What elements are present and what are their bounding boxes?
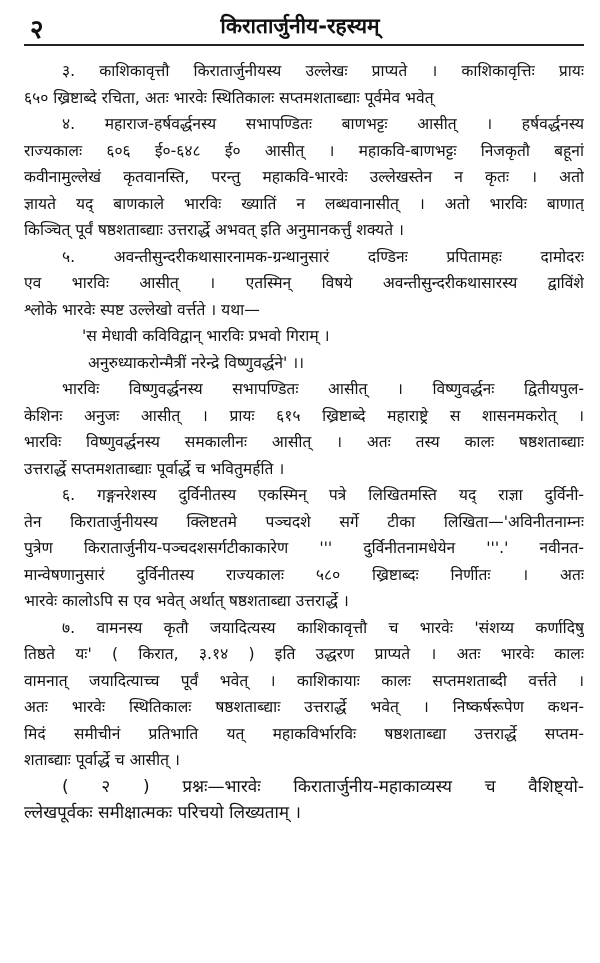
text-line: कवीनामुल्लेखं कृतवानस्ति, परन्तु महाकवि-भारवेः उल्लेखस्तेन न कृतः । अतो — [24, 168, 584, 186]
text-line: ६. गङ्गनरेशस्य दुर्विनीतस्य एकस्मिन् पत्रे लिखितमस्ति यद् राज्ञा दुर्विनी- — [62, 486, 584, 504]
question-line: ल्लेखपूर्वकः समीक्षात्मकः परिचयो लिख्यताम् । — [24, 803, 301, 823]
text-line: तिष्ठते यः' ( किरात, ३.१४ ) इति उद्धरण प्राप्यते । अतः भारवेः कालः — [24, 645, 584, 663]
text-line: एव भारविः आसीत् । एतस्मिन् विषये अवन्तीसुन्दरीकथासारस्य द्वाविंशे — [24, 274, 584, 292]
text-line: पुत्रेण किरातार्जुनीय-पञ्चदशसर्गटीकाकारेण ''' दुर्विनीतनामधेयेन '''.' नवीनत- — [24, 539, 584, 557]
page-number: २ — [30, 15, 44, 45]
text-line: राज्यकालः ६०६ ई०-६४८ ई० आसीत् । महाकवि-बाणभट्टः निजकृतौ बहूनां — [24, 141, 584, 160]
running-title: किरातार्जुनीय-रहस्यम् — [220, 14, 380, 38]
text-line: ज्ञायते यद् बाणकाले भारविः ख्यातिं न लब्धवानासीत् । अतो भारविः बाणात् — [24, 194, 584, 213]
text-line: किञ्चित् पूर्वं षष्ठशताब्द्याः उत्तरार्द्धे अभवत् इति अनुमानकर्त्तुं शक्यते । — [24, 221, 404, 239]
text-line: ७. वामनस्य कृतौ जयादित्यस्य काशिकावृत्तौ च भारवेः 'संशय्य कर्णादिषु — [62, 618, 584, 637]
header-rule — [24, 44, 584, 46]
text-line: मान्वेषणानुसारं दुर्विनीतस्य राज्यकालः ५८० ख्रिष्टाब्दः निर्णीतः । अतः — [24, 565, 584, 584]
text-line: ३. काशिकावृत्तौ किरातार्जुनीयस्य उल्लेखः प्राप्यते । काशिकावृत्तिः प्रायः — [62, 62, 584, 80]
text-line: तेन किरातार्जुनीयस्य क्लिष्टतमे पञ्चदशे सर्गे टीका लिखिता—'अविनीतनाम्नः — [24, 512, 584, 531]
page-header — [0, 6, 600, 46]
text-line: ४. महाराज-हर्षवर्द्धनस्य सभापण्डितः बाणभट्टः आसीत् । हर्षवर्द्धनस्य — [62, 115, 584, 133]
text-line: भारविः विष्णुवर्द्धनस्य सभापण्डितः आसीत् । विष्णुवर्द्धनः द्वितीयपुल- — [62, 380, 584, 398]
page-body — [24, 58, 584, 827]
text-line: उत्तरार्द्धे सप्तमशताब्द्याः पूर्वार्द्धे च भवितुमर्हति । — [24, 459, 285, 478]
text-line: अतः भारवेः स्थितिकालः षष्ठशताब्द्याः उत्तरार्द्धे भवेत् । निष्कर्षरूपेण कथन- — [24, 698, 584, 716]
verse-line: 'स मेधावी कविविद्वान् भारविः प्रभवो गिराम् । — [82, 327, 330, 345]
text-line: ५. अवन्तीसुन्दरीकथासारनामक-ग्रन्थानुसारं दण्डिनः प्रपितामहः दामोदरः — [62, 247, 584, 266]
text-line: श्लोके भारवेः स्पष्ट उल्लेखो वर्त्तते । यथा— — [24, 300, 260, 319]
text-line: शताब्द्याः पूर्वार्द्धे च आसीत् । — [24, 751, 180, 769]
text-line: वामनात् जयादित्याच्च पूर्वं भवेत् । काशिकायाः कालः सप्तमशताब्दी वर्त्तते । — [24, 671, 584, 690]
text-line: केशिनः अनुजः आसीत् । प्रायः ६१५ ख्रिष्टाब्दे महाराष्ट्रे स शासनमकरोत् । — [24, 406, 584, 425]
text-line: भारवेः कालोऽपि स एव भवेत् अर्थात् षष्ठशताब्द्या उत्तरार्द्धे । — [24, 592, 349, 610]
text-line: भारविः विष्णुवर्द्धनस्य समकालीनः आसीत् । अतः तस्य कालः षष्ठशताब्द्याः — [24, 433, 584, 451]
text-line: मिदं समीचीनं प्रतिभाति यत् महाकविर्भारविः षष्ठशताब्द्या उत्तरार्द्धे सप्तम- — [24, 724, 584, 743]
text-line: ६५० ख्रिष्टाब्दे रचिता, अतः भारवेः स्थितिकालः सप्तमशताब्द्याः पूर्वमेव भवेत् — [24, 88, 434, 107]
question-line: ( २ ) प्रश्नः—भारवेः किरातार्जुनीय-महाकाव्यस्य च वैशिष्ट्यो- — [62, 776, 584, 797]
verse-line: अनुरुध्याकरोन्मैत्रीं नरेन्द्रे विष्णुवर्द्धने' ।। — [88, 353, 305, 372]
